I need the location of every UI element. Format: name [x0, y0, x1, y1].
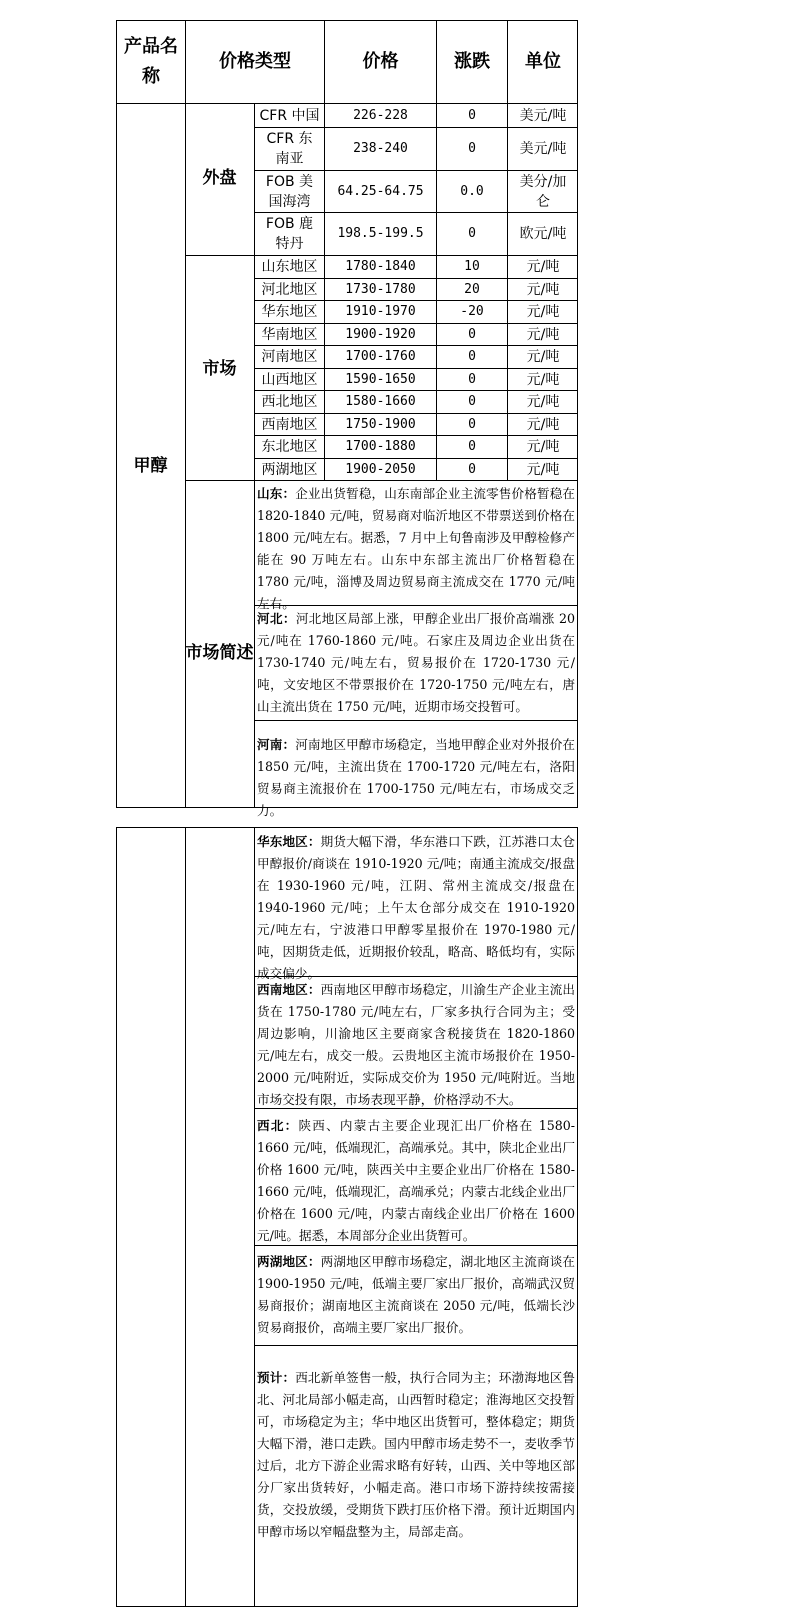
market-row-change: 0 [468, 439, 476, 454]
market-row-label: 山西地区 [261, 371, 318, 388]
market-row-price: 1700-1880 [345, 439, 416, 454]
header-price: 价格 [362, 51, 399, 72]
market-row-change: 0 [468, 371, 476, 387]
market-row-label: 西南地区 [261, 416, 318, 433]
foreign-row-price: 198.5-199.5 [337, 226, 424, 241]
foreign-row-price: 238-240 [353, 141, 408, 156]
foreign-row-label: FOB 美国海湾 [265, 173, 314, 210]
header-change: 涨跌 [454, 51, 490, 72]
foreign-row-price: 226-228 [353, 107, 408, 123]
desc-northwest: 西北：陕西、内蒙古主要企业现汇出厂价格在 1580-1660 元/吨，低端现汇，高端承兑。其中，陕北企业出厂价格 1600 元/吨，陕西关中主要企业出厂价格在 1580-1660 元/吨，低端现汇，高端承兑；内蒙古北线企业出厂价格在 1600 元/吨，内蒙古南线企业出厂价格在 1600 元/吨。据悉，本周部分企业出货暂可。 [257, 1118, 575, 1243]
market-row-price: 1700-1760 [345, 349, 416, 364]
market-row-unit: 元/吨 [526, 259, 560, 275]
market-row-price: 1900-2050 [345, 461, 416, 477]
desc-hebei: 河北：河北地区局部上涨，甲醇企业出厂报价高端涨 20 元/吨在 1760-1860 元/吨。石家庄及周边企业出货在 1730-1740 元/吨左右，贸易报价在 1720-1730 元/吨，文安地区不带票报价在 1720-1750 元/吨左右，唐山主流出货在 1750 元/吨，近期市场交投暂可。 [257, 611, 576, 714]
market-row-price: 1750-1900 [345, 416, 416, 432]
foreign-row-unit: 欧元/吨 [519, 226, 567, 242]
market-row-label: 西北地区 [261, 394, 318, 410]
foreign-row-change: 0 [468, 107, 476, 123]
market-row-label: 河北地区 [261, 281, 318, 298]
foreign-row-label: CFR 中国 [259, 107, 320, 124]
market-row-unit: 元/吨 [526, 349, 560, 365]
market-row-change: 0 [468, 416, 476, 432]
header-unit: 单位 [525, 51, 561, 72]
market-row-change: 10 [464, 259, 480, 274]
product-name: 甲醇 [133, 456, 168, 476]
market-row-label: 两湖地区 [261, 461, 318, 478]
market-row-unit: 元/吨 [526, 461, 560, 478]
desc-two-lakes: 两湖地区：两湖地区甲醇市场稳定，湖北地区主流商谈在 1900-1950 元/吨，低端主要厂家出厂报价，高端武汉贸易商报价；湖南地区主流商谈在 2050 元/吨，低端长沙贸易商报价，高端主要厂家出厂报价。 [257, 1254, 576, 1335]
market-row-unit: 元/吨 [526, 326, 560, 343]
desc-east-china: 华东地区：期货大幅下滑，华东港口下跌，江苏港口太仓甲醇报价/商谈在 1910-1920 元/吨；南通主流成交/报盘在 1930-1960 元/吨，江阴、常州主流成交/报盘在 1940-1960 元/吨；上午太仓部分成交在 1910-1920 元/吨左右，宁波港口甲醇零星报价在 1970-1980 元/吨，因期货走低，近期报价较乱，略高、略低均有，实际成交偏少。 [257, 834, 576, 981]
market-row-price: 1730-1780 [345, 281, 416, 297]
foreign-row-label: CFR 东南亚 [266, 131, 313, 167]
foreign-row-change: 0 [468, 226, 476, 241]
market-row-label: 华东地区 [261, 304, 318, 320]
header-price-type: 价格类型 [219, 51, 291, 72]
group-market: 市场 [202, 359, 237, 379]
foreign-row-change: 0 [468, 141, 476, 156]
market-row-label: 河南地区 [261, 349, 318, 365]
foreign-row-change: 0.0 [460, 183, 484, 199]
foreign-row-label: FOB 鹿特丹 [265, 216, 314, 252]
market-row-label: 华南地区 [261, 326, 318, 343]
desc-shandong: 山东：企业出货暂稳，山东南部企业主流零售价格暂稳在 1820-1840 元/吨，贸易商对临沂地区不带票送到价格在 1800 元/吨左右。据悉，7 月中上旬鲁南涉及甲醇检修产能在 90 万吨左右。山东中东部主流出厂价格暂稳在 1780 元/吨，淄博及周边贸易商主流成交在 1770 元/吨左右。 [257, 486, 576, 611]
market-row-change: 0 [468, 394, 476, 409]
market-row-change: 0 [468, 461, 476, 477]
foreign-row-unit: 美元/吨 [519, 141, 567, 157]
group-foreign: 外盘 [202, 168, 237, 188]
market-row-unit: 元/吨 [526, 371, 560, 388]
market-row-label: 东北地区 [261, 439, 318, 455]
market-row-unit: 元/吨 [526, 439, 560, 455]
foreign-row-unit: 美元/吨 [519, 107, 567, 124]
market-row-change: 20 [464, 281, 480, 297]
foreign-row-price: 64.25-64.75 [337, 183, 424, 199]
desc-southwest: 西南地区：西南地区甲醇市场稳定，川渝生产企业主流出货在 1750-1780 元/吨左右，厂家多执行合同为主；受周边影响，川渝地区主要商家含税接货在 1820-1860 元/吨左右，成交一般。云贵地区主流市场报价在 1950-2000 元/吨附近，实际成交价为 1950 元/吨附近。当地市场交投有限，市场表现平静，价格浮动不大。 [257, 982, 576, 1107]
market-row-unit: 元/吨 [526, 281, 560, 298]
market-row-change: 0 [468, 349, 476, 364]
market-row-price: 1590-1650 [345, 371, 416, 387]
group-desc: 市场简述 [185, 643, 254, 663]
market-row-unit: 元/吨 [526, 394, 560, 410]
foreign-row-unit: 美分/加仑 [519, 173, 567, 210]
market-row-change: -20 [460, 304, 484, 319]
market-row-price: 1900-1920 [345, 326, 416, 342]
market-row-label: 山东地区 [261, 259, 318, 275]
market-row-unit: 元/吨 [526, 416, 560, 433]
market-row-price: 1580-1660 [345, 394, 416, 409]
header-product: 产品名称 [124, 36, 178, 87]
market-row-unit: 元/吨 [526, 304, 560, 320]
desc-henan: 河南：河南地区甲醇市场稳定，当地甲醇企业对外报价在 1850 元/吨，主流出货在 1700-1720 元/吨左右，洛阳贸易商主流报价在 1700-1750 元/吨左右，市场成交乏力。 [257, 737, 576, 818]
market-row-price: 1780-1840 [345, 259, 416, 274]
market-row-price: 1910-1970 [345, 304, 416, 319]
market-row-change: 0 [468, 326, 476, 342]
desc-forecast: 预计：西北新单签售一般，执行合同为主；环渤海地区鲁北、河北局部小幅走高，山西暂时稳定；淮海地区交投暂可，市场稳定为主；华中地区出货暂可，整体稳定；期货大幅下滑，港口走跌。国内甲醇市场走势不一，麦收季节过后，北方下游企业需求略有好转，山西、关中等地区部分厂家出货转好，小幅走高。港口市场下游持续按需接货，交投放缓，受期货下跌打压价格下滑。预计近期国内甲醇市场以窄幅盘整为主，局部走高。 [257, 1370, 576, 1539]
